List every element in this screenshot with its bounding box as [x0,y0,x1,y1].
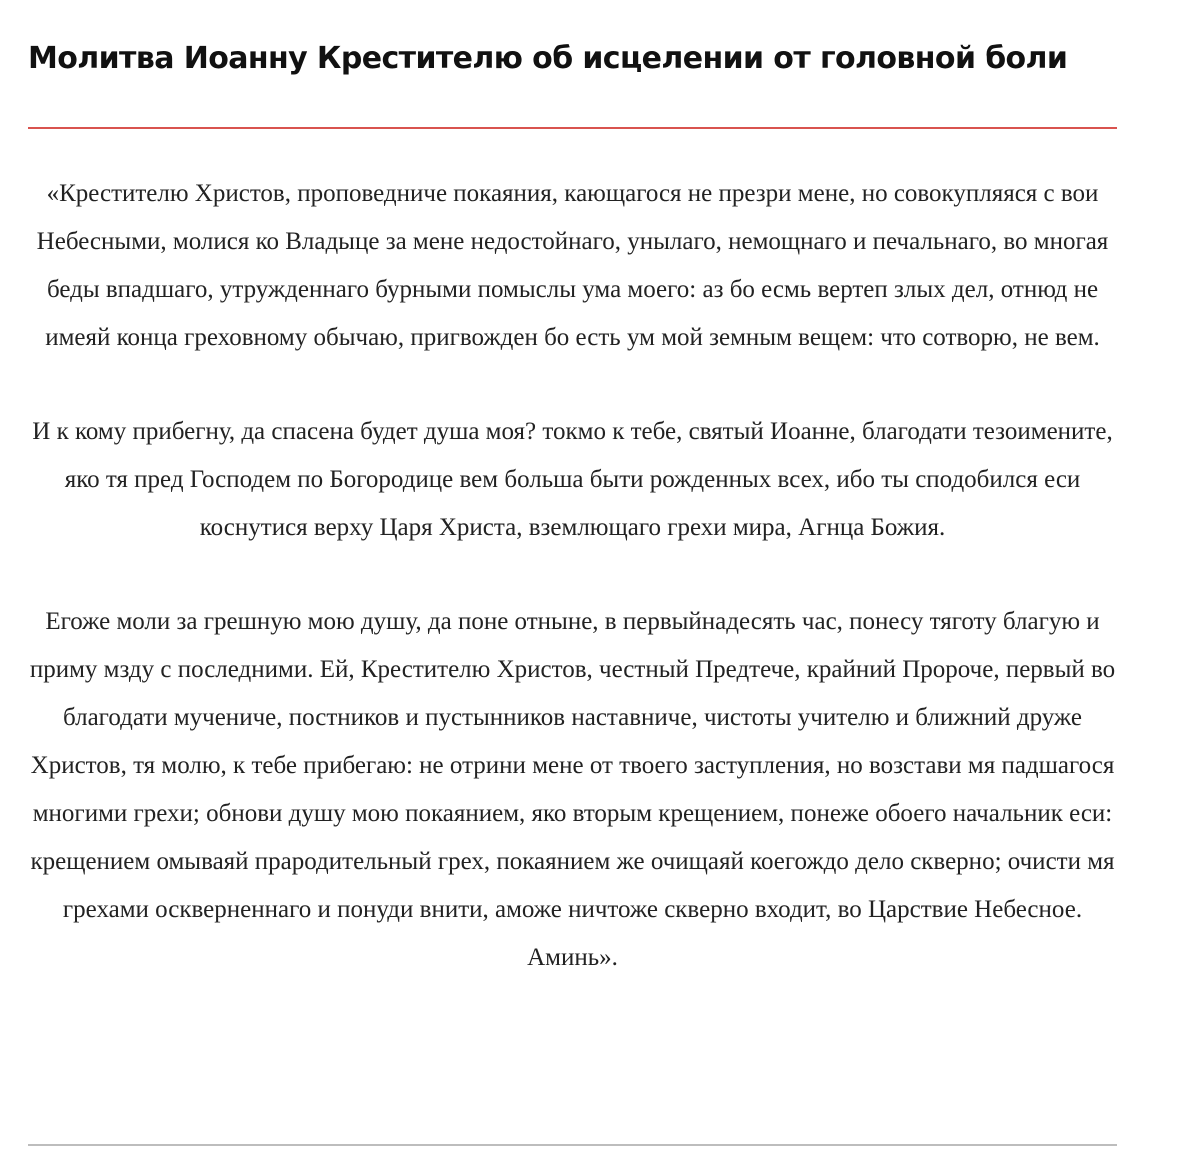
title-divider [28,127,1117,129]
prayer-paragraph-1: «Крестителю Христов, проповедниче покаяния, кающагося не презри мене, но совокупляяся с вои Небесными, молися ко Владыце за мене недостойнаго, унылаго, немощнаго и печальнаго, во многая беды впадшаго, утружденнаго бурными помыслы ума моего: аз бо есмь вертеп злых дел, отнюд не имеяй конца греховному обычаю, пригвожден бо есть ум мой земным вещем: что сотворю, не вем. [36,180,1109,351]
prayer-text [28,170,1117,982]
prayer-paragraph-3: Егоже моли за грешную мою душу, да поне отныне, в первыйнадесять час, понесу тяготу благую и приму мзду с последними. Ей, Крестителю Христов, честный Предтече, крайний Пророче, первый во благодати мучениче, постников и пустынников наставниче, чистоты учителю и ближний друже Христов, тя молю, к тебе прибегаю: не отрини мене от твоего заступления, но возстави мя падшагося многими грехи; обнови душу мою покаянием, яко вторым крещением, понеже обоего начальник еси: крещением омываяй прародительный грех, покаянием же очищаяй коегождо дело скверно; очисти мя грехами оскверненнаго и понуди внити, аможе ничтоже скверно входит, во Царствие Небесное. Аминь». [29,608,1116,971]
prayer-paragraph-2: И к кому прибегну, да спасена будет душа моя? токмо к тебе, святый Иоанне, благодати тезоимените, яко тя пред Господем по Богородице вем больша быти рожденных всех, ибо ты сподобился еси коснутися верху Царя Христа, вземлющаго грехи мира, Агнца Божия. [32,418,1113,541]
bottom-divider [28,1144,1117,1146]
page-title: Молитва Иоанну Крестителю об исцелении от головной боли [28,41,1068,76]
